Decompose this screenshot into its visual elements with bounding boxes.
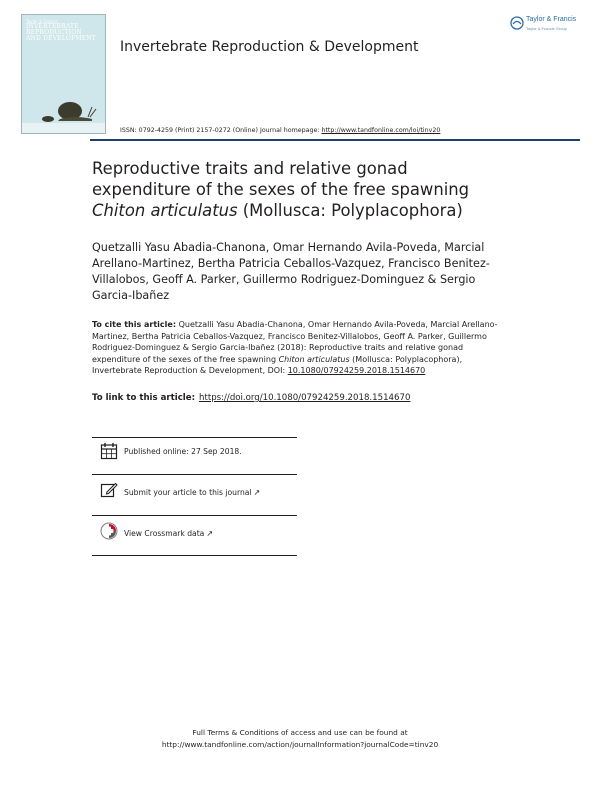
publisher-logo-text: Taylor & Francis [526, 16, 577, 23]
article-title: Reproductive traits and relative gonad expenditure of the sexes of the free spawning Chiton articulatus (Mollusca: Polyplacophora) [92, 159, 470, 220]
author-list: Quetzalli Yasu Abadia-Chanona, Omar Hernando Avila-Poveda, Marcial Arellano-Martinez, Bertha Patricia Ceballos-Vazquez, Francisco Benitez-Villalobos, Geoff A. Parker, Guillermo Rodriguez-Dominguez & Sergio Garcia-Ibañez [92, 241, 490, 302]
cover-title: INVERTEBRATE REPRODUCTION AND DEVELOPMENT [26, 23, 96, 42]
terms-footer [0, 727, 600, 750]
info-divider [92, 515, 297, 516]
published-online-text: Published online: 27 Sep 2018. [124, 447, 242, 456]
article-link-label: To link to this article: [92, 393, 196, 403]
publisher-logo[interactable] [510, 14, 584, 36]
citation-text: Quetzalli Yasu Abadia-Chanona, Omar Hernando Avila-Poveda, Marcial Arellano-Martinez, Bertha Patricia Ceballos-Vazquez, Francisco Benitez-Villalobos, Geoff A. Parker, Guillermo Rodriguez-Dominguez & Sergio Garcia-Ibañez (2018): Reproductive traits and relative gonad expenditure of the sexes of the free spawning [92, 320, 498, 364]
calendar-icon [100, 442, 118, 460]
journal-homepage-link[interactable]: http://www.tandfonline.com/loi/tinv20 [321, 127, 441, 134]
journal-name: Invertebrate Reproduction & Development [120, 39, 419, 55]
crossmark-icon [100, 522, 118, 540]
citation-label: To cite this article: [92, 320, 177, 329]
snail-illustration [30, 95, 100, 125]
cover-publisher-mark: Taylor & Francis [26, 19, 58, 24]
terms-text: Full Terms & Conditions of access and use can be found at [192, 728, 408, 737]
article-doi-url[interactable]: https://doi.org/10.1080/07924259.2018.1514670 [199, 393, 411, 403]
info-divider [92, 474, 297, 475]
external-link-icon: ↗ [206, 529, 214, 538]
issn-line [120, 127, 440, 134]
citation-doi-link[interactable]: 10.1080/07924259.2018.1514670 [287, 366, 426, 375]
article-link-line [92, 393, 410, 403]
terms-url[interactable]: http://www.tandfonline.com/action/journalInformation?journalCode=tinv20 [161, 739, 439, 749]
citation-species: Chiton articulatus [278, 354, 350, 364]
publisher-logo-tagline: Taylor & Francis Group [526, 26, 567, 31]
edit-icon [100, 481, 118, 499]
journal-cover-image [21, 14, 106, 134]
citation-block: To cite this article: Quetzalli Yasu Abadia-Chanona, Omar Hernando Avila-Poveda, Marcial Arellano-Martinez, Bertha Patricia Ceballos-Vazquez, Francisco Benitez-Villalobos, Geoff A. Parker, Guillermo Rodriguez-Dominguez & Sergio Garcia-Ibañez (2018): Reproductive traits and relative gonad expenditure of the sexes of the free spawning Chiton articulatus (Mollusca: Polyplacophora), Invertebrate Reproduction & Development, DOI: 10.1080/07924259.2018.1514670 [92, 320, 498, 375]
cover-bottom-strip [22, 123, 105, 133]
publisher-logo-icon [510, 16, 524, 30]
submit-article-link[interactable]: Submit your article to this journal ↗ [124, 488, 261, 497]
issn-text: ISSN: 0792-4259 (Print) 2157-0272 (Online) Journal homepage: [120, 127, 322, 134]
header-divider [90, 139, 580, 141]
external-link-icon: ↗ [253, 488, 261, 497]
info-divider [92, 437, 297, 438]
crossmark-link[interactable]: View Crossmark data ↗ [124, 529, 214, 538]
title-species: Chiton articulatus [92, 201, 238, 220]
info-divider [92, 555, 297, 556]
